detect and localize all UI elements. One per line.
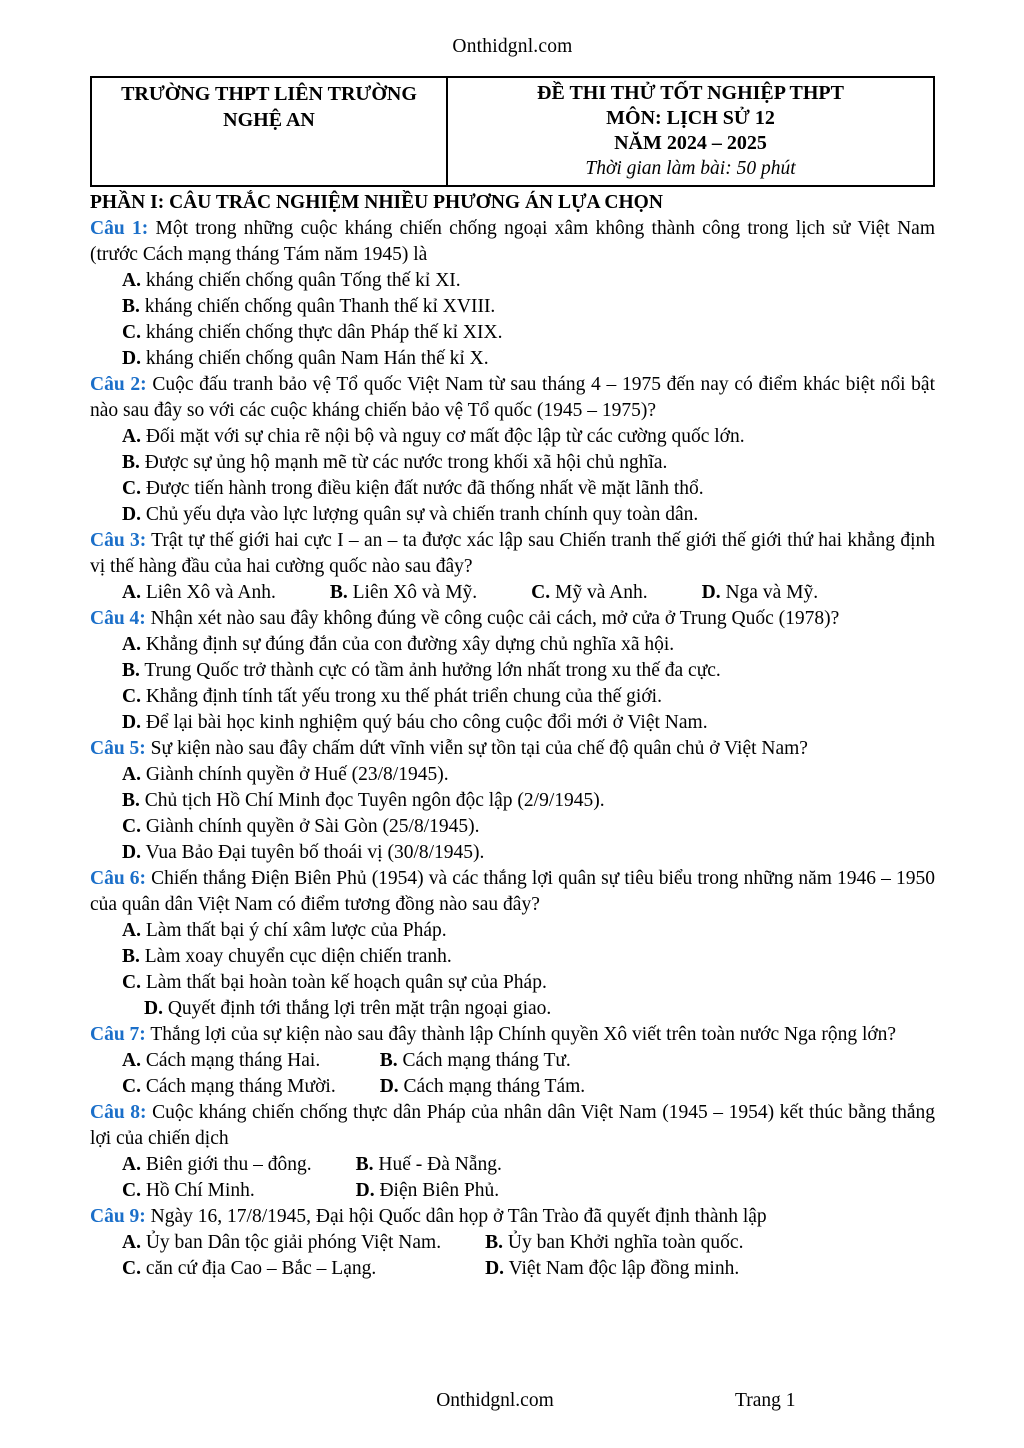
question-number: Câu 9: bbox=[90, 1206, 146, 1227]
option-B: B. kháng chiến chống quân Thanh thế kỉ XVIII. bbox=[122, 296, 496, 317]
school-name-line2: NGHỆ AN bbox=[223, 109, 315, 131]
question-number: Câu 3: bbox=[90, 530, 147, 551]
option-key: D. bbox=[122, 348, 141, 369]
options bbox=[90, 1048, 935, 1100]
question-4 bbox=[90, 606, 935, 736]
footer-site: Onthidgnl.com bbox=[436, 1390, 554, 1411]
options bbox=[90, 1152, 935, 1204]
option-key: D. bbox=[485, 1258, 505, 1279]
option-C: C. kháng chiến chống thực dân Pháp thế kỉ XIX. bbox=[122, 322, 503, 343]
question-number: Câu 5: bbox=[90, 738, 146, 759]
question-3 bbox=[90, 528, 935, 606]
option-key: B. bbox=[122, 296, 140, 317]
option-key: A. bbox=[122, 270, 141, 291]
option-key: C. bbox=[122, 1258, 141, 1279]
exam-duration: Thời gian làm bài: 50 phút bbox=[585, 158, 796, 179]
option-key: D. bbox=[122, 504, 141, 525]
question-number: Câu 7: bbox=[90, 1024, 146, 1045]
footer-page-number: Trang 1 bbox=[735, 1390, 796, 1411]
option-B: B. Được sự ủng hộ mạnh mẽ từ các nước trong khối xã hội chủ nghĩa. bbox=[122, 452, 668, 473]
question-1 bbox=[90, 216, 935, 372]
question-text: Câu 2: Cuộc đấu tranh bảo vệ Tổ quốc Việt Nam từ sau tháng 4 – 1975 đến nay có điểm khác biệt nổi bật nào sau đây so với các cuộc kháng chiến bảo vệ Tổ quốc (1945 – 1975)? bbox=[90, 374, 935, 421]
option-key: C. bbox=[122, 816, 141, 837]
option-key: A. bbox=[122, 1232, 141, 1253]
option-A: A. Làm thất bại ý chí xâm lược của Pháp. bbox=[122, 920, 447, 941]
option-key: D. bbox=[701, 582, 721, 603]
option-D: D. kháng chiến chống quân Nam Hán thế kỉ X. bbox=[122, 348, 489, 369]
option-A: A. Biên giới thu – đông. bbox=[122, 1154, 312, 1175]
option-B: B. Trung Quốc trở thành cực có tầm ảnh hưởng lớn nhất trong xu thế đa cực. bbox=[122, 660, 721, 681]
question-number: Câu 4: bbox=[90, 608, 146, 629]
option-A: A. kháng chiến chống quân Tống thế kỉ XI. bbox=[122, 270, 461, 291]
option-B: B. Ủy ban Khởi nghĩa toàn quốc. bbox=[485, 1232, 744, 1253]
option-key: A. bbox=[122, 1154, 141, 1175]
option-key: A. bbox=[122, 426, 141, 447]
option-key: C. bbox=[122, 478, 141, 499]
option-B: B. Cách mạng tháng Tư. bbox=[379, 1050, 571, 1071]
option-A: A. Đối mặt với sự chia rẽ nội bộ và nguy cơ mất độc lập từ các cường quốc lớn. bbox=[122, 426, 745, 447]
option-key: A. bbox=[122, 764, 141, 785]
option-key: C. bbox=[122, 1180, 141, 1201]
option-key: C. bbox=[122, 322, 141, 343]
option-C: C. Hồ Chí Minh. bbox=[122, 1180, 255, 1201]
option-key: B. bbox=[329, 582, 348, 603]
option-key: C. bbox=[122, 686, 141, 707]
option-D: D. Cách mạng tháng Tám. bbox=[379, 1076, 586, 1097]
option-D: D. Quyết định tới thắng lợi trên mặt trận ngoại giao. bbox=[144, 998, 552, 1019]
option-C: C. Được tiến hành trong điều kiện đất nước đã thống nhất về mặt lãnh thổ. bbox=[122, 478, 704, 499]
option-key: B. bbox=[122, 790, 140, 811]
question-number: Câu 8: bbox=[90, 1102, 147, 1123]
options bbox=[90, 1230, 935, 1282]
option-key: A. bbox=[122, 582, 141, 603]
option-D: D. Vua Bảo Đại tuyên bố thoái vị (30/8/1945). bbox=[122, 842, 485, 863]
question-2 bbox=[90, 372, 935, 528]
option-D: D. Nga và Mỹ. bbox=[701, 582, 819, 603]
site-header: Onthidgnl.com bbox=[452, 36, 573, 57]
option-key: B. bbox=[485, 1232, 503, 1253]
option-B: B. Huế - Đà Nẵng. bbox=[355, 1154, 502, 1175]
question-number: Câu 1: bbox=[90, 218, 149, 239]
option-key: B. bbox=[122, 452, 140, 473]
questions bbox=[90, 216, 935, 1282]
option-key: B. bbox=[379, 1050, 398, 1071]
option-key: B. bbox=[122, 946, 140, 967]
option-C: C. Mỹ và Anh. bbox=[531, 582, 648, 603]
option-key: D. bbox=[122, 712, 141, 733]
options bbox=[90, 268, 935, 372]
option-key: C. bbox=[531, 582, 551, 603]
option-key: D. bbox=[122, 842, 141, 863]
question-5 bbox=[90, 736, 935, 866]
question-text: Câu 5: Sự kiện nào sau đây chấm dứt vĩnh viễn sự tồn tại của chế độ quân chủ ở Việt Nam? bbox=[90, 738, 808, 759]
option-key: B. bbox=[355, 1154, 374, 1175]
school-name-line1: TRƯỜNG THPT LIÊN TRƯỜNG bbox=[121, 83, 417, 105]
options bbox=[90, 632, 935, 736]
section-title: PHẦN I: CÂU TRẮC NGHIỆM NHIỀU PHƯƠNG ÁN LỰA CHỌN bbox=[90, 192, 663, 213]
option-key: A. bbox=[122, 920, 141, 941]
exam-year: NĂM 2024 – 2025 bbox=[614, 132, 767, 154]
question-number: Câu 2: bbox=[90, 374, 147, 395]
question-text: Câu 1: Một trong những cuộc kháng chiến chống ngoại xâm không thành công trong lịch sử Việt Nam (trước Cách mạng tháng Tám năm 1945) là bbox=[90, 218, 936, 265]
option-A: A. Giành chính quyền ở Huế (23/8/1945). bbox=[122, 764, 449, 785]
question-text: Câu 3: Trật tự thế giới hai cực I – an – ta được xác lập sau Chiến tranh thế giới thế giới thứ hai khẳng định vị thế hàng đầu của hai cường quốc nào sau đây? bbox=[90, 530, 935, 577]
question-9 bbox=[90, 1204, 935, 1282]
option-key: C. bbox=[122, 1076, 141, 1097]
option-B: B. Chủ tịch Hồ Chí Minh đọc Tuyên ngôn độc lập (2/9/1945). bbox=[122, 790, 605, 811]
question-8 bbox=[90, 1100, 935, 1204]
option-B: B. Làm xoay chuyển cục diện chiến tranh. bbox=[122, 946, 452, 967]
question-text: Câu 6: Chiến thắng Điện Biên Phủ (1954) và các thắng lợi quân sự tiêu biểu trong những năm 1946 – 1950 của quân dân Việt Nam có điểm tương đồng nào sau đây? bbox=[90, 868, 936, 915]
exam-subject: MÔN: LỊCH SỬ 12 bbox=[606, 107, 775, 129]
option-A: A. Ủy ban Dân tộc giải phóng Việt Nam. bbox=[122, 1232, 442, 1253]
options bbox=[90, 424, 935, 528]
option-C: C. Giành chính quyền ở Sài Gòn (25/8/1945). bbox=[122, 816, 480, 837]
options bbox=[90, 762, 935, 866]
option-key: B. bbox=[122, 660, 140, 681]
exam-title: ĐỀ THI THỬ TỐT NGHIỆP THPT bbox=[537, 82, 844, 104]
option-C: C. Khẳng định tính tất yếu trong xu thế phát triển chung của thế giới. bbox=[122, 686, 662, 707]
question-text: Câu 8: Cuộc kháng chiến chống thực dân Pháp của nhân dân Việt Nam (1945 – 1954) kết thúc bằng thắng lợi của chiến dịch bbox=[90, 1102, 936, 1149]
option-key: D. bbox=[355, 1180, 375, 1201]
option-A: A. Cách mạng tháng Hai. bbox=[122, 1050, 321, 1071]
page-footer bbox=[0, 1388, 1024, 1414]
option-D: D. Điện Biên Phủ. bbox=[355, 1180, 500, 1201]
option-C: C. Cách mạng tháng Mười. bbox=[122, 1076, 336, 1097]
option-C: C. Làm thất bại hoàn toàn kế hoạch quân sự của Pháp. bbox=[122, 972, 547, 993]
option-key: A. bbox=[122, 1050, 141, 1071]
question-text: Câu 4: Nhận xét nào sau đây không đúng về công cuộc cải cách, mở cửa ở Trung Quốc (1978)? bbox=[90, 608, 840, 629]
options bbox=[90, 918, 935, 1022]
options bbox=[90, 580, 935, 606]
option-A: A. Khẳng định sự đúng đắn của con đường xây dựng chủ nghĩa xã hội. bbox=[122, 634, 675, 655]
option-D: D. Việt Nam độc lập đồng minh. bbox=[485, 1258, 740, 1279]
school-cell bbox=[92, 78, 448, 185]
option-A: A. Liên Xô và Anh. bbox=[122, 582, 276, 603]
option-key: C. bbox=[122, 972, 141, 993]
option-key: D. bbox=[379, 1076, 399, 1097]
option-D: D. Chủ yếu dựa vào lực lượng quân sự và chiến tranh chính quy toàn dân. bbox=[122, 504, 699, 525]
question-7 bbox=[90, 1022, 935, 1100]
option-key: A. bbox=[122, 634, 141, 655]
option-B: B. Liên Xô và Mỹ. bbox=[329, 582, 478, 603]
option-key: D. bbox=[144, 998, 163, 1019]
option-C: C. căn cứ địa Cao – Bắc – Lạng. bbox=[122, 1258, 377, 1279]
question-text: Câu 9: Ngày 16, 17/8/1945, Đại hội Quốc dân họp ở Tân Trào đã quyết định thành lập bbox=[90, 1206, 767, 1227]
option-D: D. Để lại bài học kinh nghiệm quý báu cho công cuộc đổi mới ở Việt Nam. bbox=[122, 712, 708, 733]
exam-info-cell bbox=[448, 78, 933, 185]
question-text: Câu 7: Thắng lợi của sự kiện nào sau đây thành lập Chính quyền Xô viết trên toàn nước Nga rộng lớn? bbox=[90, 1024, 897, 1045]
exam-header-table bbox=[90, 76, 935, 187]
question-number: Câu 6: bbox=[90, 868, 147, 889]
question-6 bbox=[90, 866, 935, 1022]
